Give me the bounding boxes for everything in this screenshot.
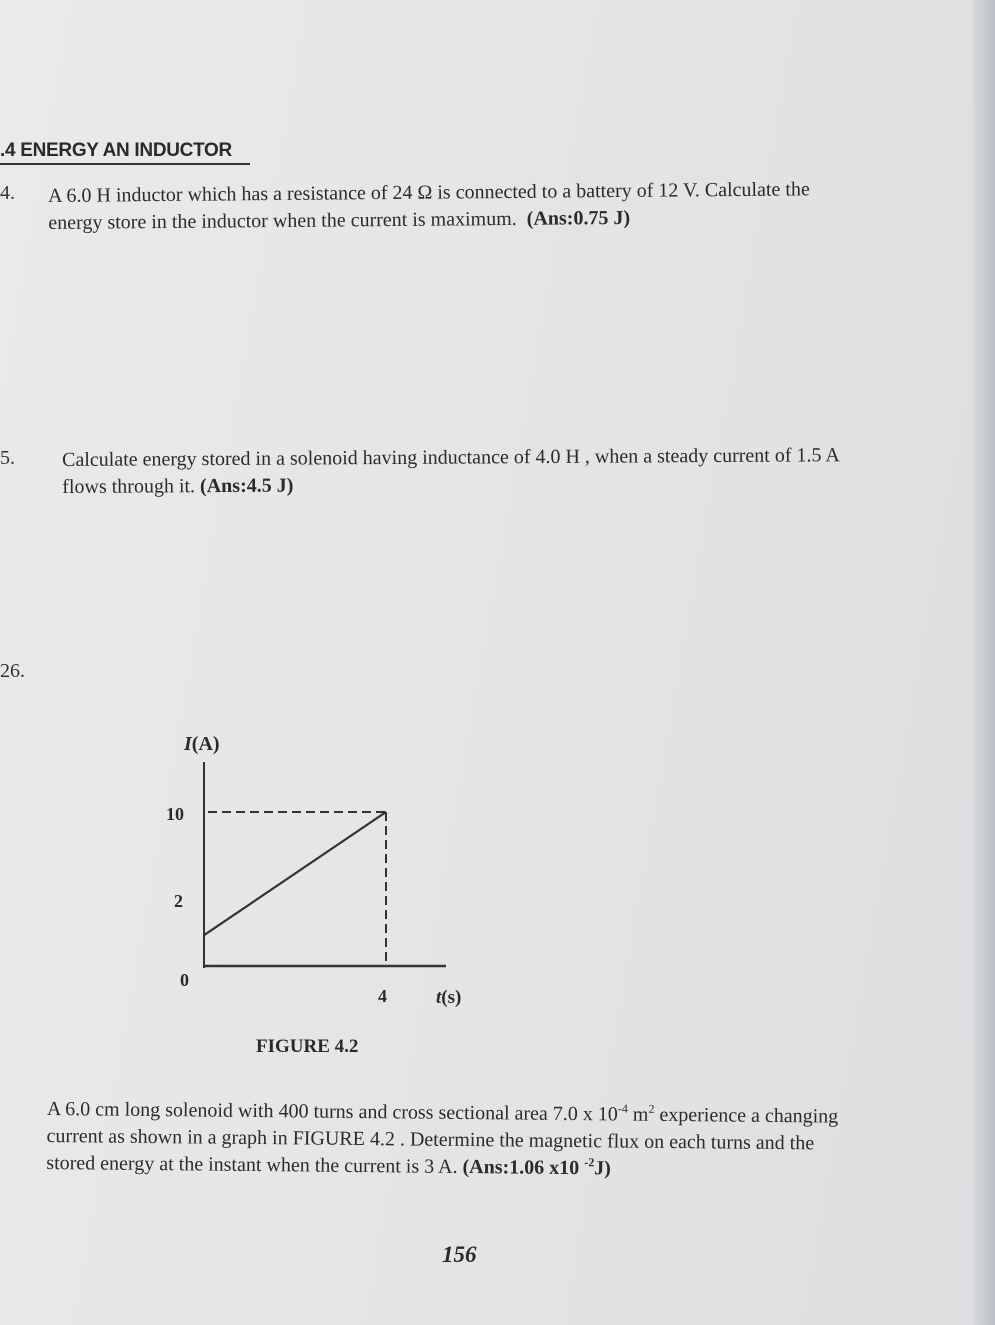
question-26-text xyxy=(46,1096,838,1185)
figure-caption: FIGURE 4.2 xyxy=(256,1036,359,1057)
question-5-line-2: flows through it. (Ans:4.5 J) xyxy=(62,474,294,498)
page-number: 156 xyxy=(442,1242,477,1267)
current-time-graph xyxy=(150,720,490,1020)
question-26-answer: (Ans:1.06 x10 $^{-2}$J) xyxy=(462,1155,611,1180)
question-26-number: 26. xyxy=(0,660,25,682)
y-tick-2: 2 xyxy=(174,891,183,911)
y-tick-10: 10 xyxy=(166,804,184,824)
question-4-answer: (Ans:0.75 J) xyxy=(526,206,631,230)
y-axis-label: I(A) xyxy=(184,733,220,755)
question-26-line-3: stored energy at the instant when the current is 3 A. (Ans:1.06 x10 $^{-2}$J) xyxy=(46,1151,611,1180)
question-5-line-1: Calculate energy stored in a solenoid having inductance of 4.0 H , when a steady current of 1.5 A xyxy=(62,444,840,471)
question-4-line-1: A 6.0 H inductor which has a resistance of 24 Ω is connected to a battery of 12 V. Calculate the xyxy=(48,178,810,207)
question-4-number: 4. xyxy=(0,182,15,204)
x-axis-label: t(s) xyxy=(436,987,462,1008)
y-tick-0: 0 xyxy=(180,970,189,990)
question-4-text xyxy=(48,176,810,237)
question-5-text xyxy=(62,442,840,501)
x-tick-4: 4 xyxy=(378,986,387,1006)
question-26-line-1: A 6.0 cm long solenoid with 400 turns and cross sectional area 7.0 x $10^{-4}$ $m^2$ experience a changing xyxy=(46,1097,839,1128)
question-5-number: 5. xyxy=(0,447,15,469)
current-line xyxy=(204,812,386,935)
page-edge-shadow xyxy=(973,0,995,1325)
question-5-answer: (Ans:4.5 J) xyxy=(199,474,294,498)
question-4-line-2: energy store in the inductor when the current is maximum. (Ans:0.75 J) xyxy=(48,206,631,234)
question-26-line-2: current as shown in a graph in FIGURE 4.2 . Determine the magnetic flux on each turns and the xyxy=(46,1124,815,1155)
section-heading: .4 ENERGY AN INDUCTOR xyxy=(0,140,250,165)
